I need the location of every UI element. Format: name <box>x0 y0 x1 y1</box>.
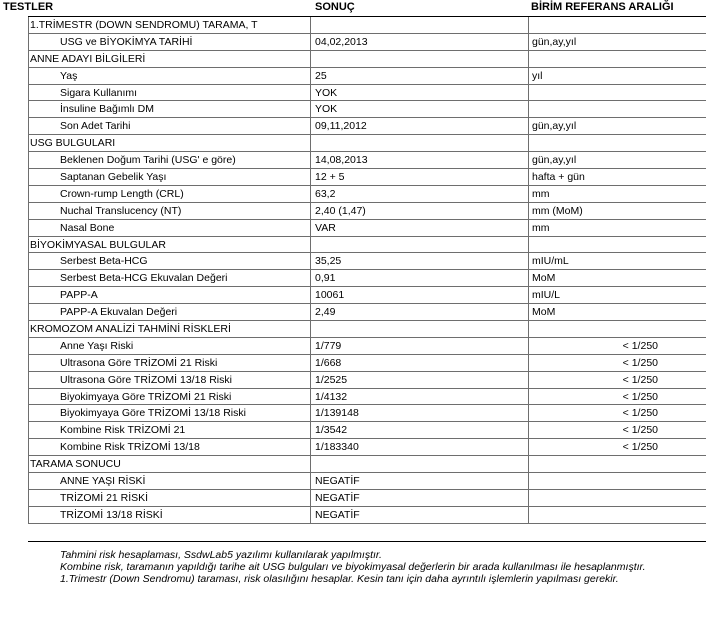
table-row <box>28 338 706 355</box>
section-row <box>28 237 706 254</box>
table-row <box>28 169 706 186</box>
column-divider <box>310 17 311 524</box>
section-title: USG BULGULARI <box>30 137 116 150</box>
test-name: Biyokimyaya Göre TRİZOMİ 21 Riski <box>60 390 232 403</box>
test-result: 04,02,2013 <box>315 35 368 48</box>
test-name: Kombine Risk TRİZOMİ 13/18 <box>60 441 200 454</box>
test-unit: MoM <box>532 306 556 319</box>
test-unit: gün,ay,yıl <box>532 154 577 167</box>
test-name: USG ve BİYOKİMYA TARİHİ <box>60 35 193 48</box>
test-name: Saptanan Gebelik Yaşı <box>60 171 167 184</box>
test-result: 14,08,2013 <box>315 154 368 167</box>
table-row <box>28 473 706 490</box>
test-unit: gün,ay,yıl <box>532 35 577 48</box>
footnote: Tahmini risk hesaplaması, SsdwLab5 yazılımı kullanılarak yapılmıştır. <box>60 549 382 561</box>
test-name: Biyokimyaya Göre TRİZOMİ 13/18 Riski <box>60 407 246 420</box>
column-header-unit-reference: BİRİM REFERANS ARALIĞI <box>531 1 674 13</box>
test-name: TRİZOMİ 21 RİSKİ <box>60 491 149 504</box>
test-unit: mIU/L <box>532 289 561 302</box>
test-unit: mm <box>532 187 550 200</box>
test-name: Kombine Risk TRİZOMİ 21 <box>60 424 186 437</box>
section-title: 1.TRİMESTR (DOWN SENDROMU) TARAMA, T <box>30 19 258 31</box>
test-result: 0,91 <box>315 272 336 285</box>
test-result: 09,11,2012 <box>315 120 367 133</box>
test-unit: mm (MoM) <box>532 204 583 217</box>
section-title: KROMOZOM ANALİZİ TAHMİNİ RİSKLERİ <box>30 323 231 336</box>
test-result: YOK <box>315 86 338 99</box>
table-row <box>28 304 706 321</box>
footnotes <box>60 549 700 585</box>
test-unit: mIU/mL <box>532 255 569 268</box>
test-unit: hafta + gün <box>532 171 585 184</box>
table-row <box>28 389 706 406</box>
table-row <box>28 152 706 169</box>
table-row <box>28 186 706 203</box>
test-name: TRİZOMİ 13/18 RİSKİ <box>60 508 163 521</box>
table-row <box>28 439 706 456</box>
table-row <box>28 422 706 439</box>
section-row <box>28 135 706 152</box>
test-name: PAPP-A Ekuvalan Değeri <box>60 306 178 319</box>
test-result: 1/779 <box>315 339 342 352</box>
table-row <box>28 287 706 304</box>
table-row <box>28 405 706 422</box>
test-name: Serbest Beta-HCG Ekuvalan Değeri <box>60 272 228 285</box>
test-unit: mm <box>532 221 550 234</box>
test-name: Beklenen Doğum Tarihi (USG' e göre) <box>60 154 236 167</box>
test-result: 1/183340 <box>315 441 359 454</box>
reference-range: < 1/250 <box>622 390 658 403</box>
test-name: Crown-rump Length (CRL) <box>60 187 184 200</box>
section-title: ANNE ADAYI BİLGİLERİ <box>30 52 146 65</box>
test-result: 35,25 <box>315 255 342 268</box>
section-title: BİYOKİMYASAL BULGULAR <box>30 238 166 251</box>
reference-range: < 1/250 <box>622 339 658 352</box>
reference-range: < 1/250 <box>622 407 658 420</box>
test-result: 1/139148 <box>315 407 359 420</box>
section-row <box>28 17 706 34</box>
test-result: NEGATİF <box>315 491 360 504</box>
test-result: 63,2 <box>315 187 336 200</box>
test-unit: MoM <box>532 272 556 285</box>
test-result: 10061 <box>315 289 345 302</box>
table-row <box>28 118 706 135</box>
test-result: NEGATİF <box>315 475 360 488</box>
table-row <box>28 101 706 118</box>
table-row <box>28 490 706 507</box>
section-row <box>28 456 706 473</box>
reference-range: < 1/250 <box>622 424 658 437</box>
footnote: Kombine risk, taramanın yapıldığı tarihe ait USG bulguları ve biyokimyasal değerlerin bir arada kullanılması ile hesaplanmıştır. <box>60 561 646 573</box>
section-row <box>28 321 706 338</box>
table-header <box>0 0 706 16</box>
test-name: Nuchal Translucency (NT) <box>60 204 182 217</box>
table-row <box>28 68 706 85</box>
test-result: 1/668 <box>315 356 342 369</box>
reference-range: < 1/250 <box>622 356 658 369</box>
test-name: İnsuline Bağımlı DM <box>60 103 154 116</box>
test-name: Ultrasona Göre TRİZOMİ 21 Riski <box>60 356 218 369</box>
left-border <box>28 17 29 524</box>
footnote: 1.Trimestr (Down Sendromu) taraması, risk olasılığını hesaplar. Kesin tanı için daha ayrıntılı işlemlerin yapılması gerekir. <box>60 573 619 585</box>
test-name: Nasal Bone <box>60 221 115 234</box>
test-name: Sigara Kullanımı <box>60 86 138 99</box>
test-result: 1/3542 <box>315 424 348 437</box>
section-title: TARAMA SONUCU <box>30 458 121 471</box>
test-name: PAPP-A <box>60 289 98 302</box>
results-table <box>28 17 706 524</box>
test-result: 2,40 (1,47) <box>315 204 366 217</box>
reference-range: < 1/250 <box>622 373 658 386</box>
column-header-tests: TESTLER <box>3 1 54 13</box>
section-row <box>28 51 706 68</box>
table-row <box>28 34 706 51</box>
table-row <box>28 372 706 389</box>
test-name: Yaş <box>60 69 78 82</box>
table-row <box>28 270 706 287</box>
test-result: 12 + 5 <box>315 171 345 184</box>
test-result: YOK <box>315 103 338 116</box>
test-unit: yıl <box>532 69 543 82</box>
test-name: Anne Yaşı Riski <box>60 339 134 352</box>
reference-range: < 1/250 <box>622 441 658 454</box>
table-row <box>28 85 706 102</box>
test-result: 25 <box>315 69 327 82</box>
table-row <box>28 507 706 524</box>
table-row <box>28 355 706 372</box>
test-result: NEGATİF <box>315 508 360 521</box>
test-name: Ultrasona Göre TRİZOMİ 13/18 Riski <box>60 373 232 386</box>
table-row <box>28 220 706 237</box>
test-result: 2,49 <box>315 306 336 319</box>
test-unit: gün,ay,yıl <box>532 120 577 133</box>
table-row <box>28 253 706 270</box>
column-divider <box>528 17 529 524</box>
table-bottom-rule <box>28 541 706 542</box>
test-name: Serbest Beta-HCG <box>60 255 148 268</box>
test-result: 1/2525 <box>315 373 348 386</box>
test-name: ANNE YAŞI RİSKİ <box>60 475 146 488</box>
table-row <box>28 203 706 220</box>
test-name: Son Adet Tarihi <box>60 120 131 133</box>
test-result: VAR <box>315 221 336 234</box>
column-header-result: SONUÇ <box>315 1 355 13</box>
test-result: 1/4132 <box>315 390 348 403</box>
